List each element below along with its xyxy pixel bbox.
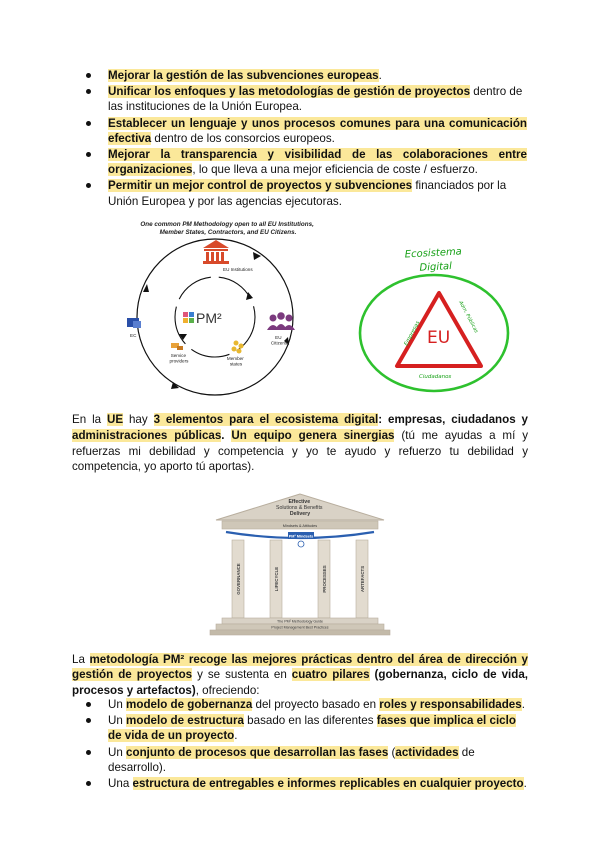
bold-text: (gobernanza, ciclo de vida, procesos y artefactos)	[72, 668, 528, 697]
caption-line: One common PM Methodology open to all EU Institutions,	[140, 221, 314, 228]
temple-step	[210, 630, 390, 635]
ecosystem-paragraph	[72, 412, 528, 475]
banner-text: PM² Mindsets	[288, 534, 314, 539]
bold-text: Unificar los enfoques y las metodologías de gestión de proyectos	[108, 85, 471, 99]
highlight: metodología PM² recoge las mejores prácticas dentro del área de dirección y gestión de proyectos	[72, 653, 528, 682]
band-text: Mindsets & Attitudes	[282, 524, 318, 528]
institution-icon	[203, 240, 229, 264]
list-item	[72, 745, 528, 775]
offerings-list	[72, 697, 528, 792]
text: y se sustenta en	[192, 668, 292, 682]
list-item	[72, 84, 527, 114]
text: Un	[108, 745, 127, 759]
label-citizens	[271, 335, 288, 346]
pm2-temple-diagram	[208, 492, 393, 642]
highlight: modelo de gobernanza	[126, 698, 253, 711]
list-item	[72, 776, 528, 791]
base-text: Project Management Best Practices	[271, 625, 329, 630]
text: .	[234, 729, 238, 743]
text: de desarrollo).	[108, 745, 475, 774]
text: .	[523, 777, 527, 791]
text: La	[72, 653, 90, 666]
text: , ofreciendo:	[195, 683, 260, 697]
list-item	[72, 147, 527, 177]
eco-left-side: Empresas	[403, 320, 422, 347]
label-line: providers	[169, 358, 189, 364]
methodology-paragraph	[72, 652, 528, 698]
roof-line: Delivery	[289, 511, 311, 517]
list-item	[72, 713, 528, 743]
pillar-label: LIFECYCLE	[274, 566, 279, 592]
highlight: modelo de estructura	[126, 714, 244, 728]
highlight: estructura de entregables e informes replicables en cualquier proyecto	[132, 777, 524, 791]
text: basado en las diferentes	[243, 714, 377, 728]
bold-text: Permitir un mejor control de proyectos y subvenciones	[108, 179, 413, 193]
pillar-label: ARTEFACTS	[360, 565, 365, 593]
list-item-text: financiados por la Unión Europea y por las agencias ejecutoras.	[108, 179, 507, 208]
service-providers-icon	[171, 343, 183, 350]
bold-text: Mejorar la gestión de las subvenciones europeas	[108, 69, 379, 82]
highlight: actividades	[395, 745, 459, 759]
highlight: 3 elementos para el ecosistema digital	[153, 413, 379, 426]
pillar-label: PROCESSES	[322, 565, 327, 593]
bold-text: .	[221, 428, 232, 442]
eco-title	[405, 246, 466, 274]
pm2-logo-text: PM²	[196, 310, 222, 326]
eco-title-line: Ecosistema	[404, 246, 463, 261]
text: Un	[108, 698, 127, 711]
eco-title-line: Digital	[419, 261, 453, 274]
citizens-icon	[267, 312, 295, 330]
bold-text: Establecer un lenguaje y unos procesos comunes para una comunicación efectiva	[108, 116, 527, 145]
label-line: Citizens	[270, 340, 288, 346]
pm2-caption	[140, 221, 315, 236]
banner-emblem-icon	[298, 541, 304, 547]
list-item-text: .	[378, 69, 382, 82]
list-item-text: dentro de las instituciones de la Unión Europea.	[108, 85, 523, 114]
bold-text: Mejorar la transparencia y visibilidad de las colaboraciones entre organizaciones	[108, 148, 527, 177]
roof-line: Solutions & Benefits	[276, 505, 323, 511]
label-service-providers	[170, 353, 190, 364]
label-line: EU	[275, 335, 282, 340]
label-line: Service	[170, 353, 187, 358]
eu-center-label: EU	[427, 328, 451, 348]
eco-bottom-side: Ciudadanos	[419, 374, 452, 380]
list-item-text: dentro de los consorcios europeos.	[151, 131, 335, 145]
pm2-logo-icon	[183, 312, 194, 323]
label-ec: EC	[130, 333, 137, 338]
text: (	[388, 745, 396, 759]
highlight: conjunto de procesos que desarrollan las fases	[126, 745, 389, 759]
text: Una	[108, 777, 133, 791]
ec-icon	[127, 318, 141, 328]
highlight: fases que implica el ciclo de vida de un proyecto	[108, 714, 516, 743]
text: del proyecto basado en	[252, 698, 380, 711]
label-line: Member	[226, 356, 244, 361]
list-item	[72, 68, 527, 83]
objectives-list	[72, 68, 527, 210]
highlight: administraciones públicas	[72, 428, 222, 442]
member-states-icon	[232, 341, 244, 354]
caption-line: Member States, Contractors, and EU Citizens.	[159, 229, 297, 236]
label-member-states	[227, 356, 245, 367]
label-eu-institutions: EU Institutions	[223, 267, 253, 272]
text: hay	[123, 413, 154, 426]
list-item	[72, 697, 528, 712]
highlight: UE	[106, 413, 124, 426]
highlight: cuatro pilares	[291, 668, 370, 682]
base-text: The PM² Methodology Guide	[277, 619, 323, 624]
list-item	[72, 116, 527, 146]
highlight: Un equipo genera sinergias	[231, 428, 395, 442]
label-line: states	[229, 361, 243, 367]
eco-right-side: Adm. Públicas	[457, 300, 480, 335]
text: En la	[72, 413, 107, 426]
bold-text: : empresas, ciudadanos y	[378, 413, 528, 426]
highlight: roles y responsabilidades	[379, 698, 522, 711]
text: .	[521, 698, 525, 711]
text: Un	[108, 714, 127, 728]
pm2-diagram	[103, 212, 353, 402]
roof-line: Effective	[288, 499, 311, 505]
list-item	[72, 178, 527, 208]
list-item-text: , lo que lleva a una mejor eficiencia de coste / esfuerzo.	[192, 163, 478, 177]
text: (tú me ayudas a mí y refuerzas mi debilidad y competencia y yo te ayudo y refuerzo tu debilidad y competencia, yo aporto tú aportas).	[72, 428, 528, 474]
pillar-label: GOVERNANCE	[236, 563, 241, 595]
digital-ecosystem-drawing	[355, 238, 513, 398]
